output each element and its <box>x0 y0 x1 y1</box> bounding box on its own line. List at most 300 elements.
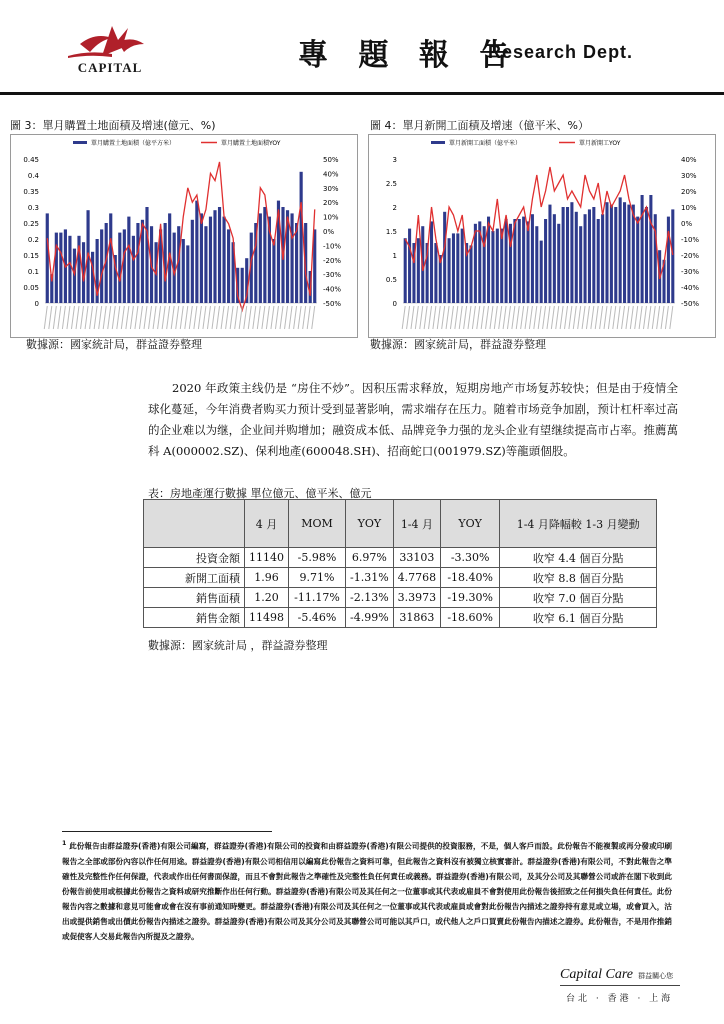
bar <box>263 207 266 303</box>
bar <box>553 214 556 303</box>
y-right-tick-label: 10% <box>681 204 697 212</box>
bar <box>645 207 648 303</box>
bar <box>632 205 635 303</box>
body-paragraph <box>148 378 678 462</box>
table-cell: 31863 <box>393 608 441 628</box>
bar <box>654 214 657 303</box>
y-left-tick-label: 0 <box>392 300 397 308</box>
table-cell: 收窄 6.1 個百分點 <box>500 608 657 628</box>
bar <box>452 233 455 303</box>
chart-3-svg <box>11 135 357 337</box>
bar <box>605 202 608 303</box>
bar <box>404 238 407 303</box>
chart-legend <box>431 139 621 147</box>
x-tick-mark <box>212 306 215 329</box>
x-tick-mark <box>294 306 297 329</box>
x-tick-mark <box>81 306 84 329</box>
bar <box>295 223 298 303</box>
figure-3-source: 數據源：國家統計局，群益證券整理 <box>26 338 202 351</box>
table-cell: 1.96 <box>245 568 289 588</box>
bar <box>182 239 185 303</box>
x-tick-mark <box>99 306 102 329</box>
x-tick-mark <box>529 306 532 329</box>
x-tick-mark <box>490 306 493 329</box>
x-tick-mark <box>221 306 224 329</box>
x-tick-mark <box>512 306 515 329</box>
table-row <box>144 608 657 628</box>
x-tick-mark <box>230 306 233 329</box>
table-cell: 3.3973 <box>393 588 441 608</box>
bar <box>636 217 639 303</box>
x-tick-mark <box>44 306 47 329</box>
table-cell: 投資金額 <box>144 548 245 568</box>
x-tick-mark <box>573 306 576 329</box>
y-left-tick-label: 0.15 <box>23 252 39 260</box>
bar <box>241 268 244 303</box>
x-tick-mark <box>126 306 129 329</box>
table-header-cell: YOY <box>441 500 500 548</box>
y-right-tick-label: 40% <box>681 156 697 164</box>
x-tick-mark <box>257 306 260 329</box>
table-cell: 收窄 4.4 個百分點 <box>500 548 657 568</box>
x-tick-mark <box>167 306 170 329</box>
x-tick-mark <box>424 306 427 329</box>
table-header-cell: MOM <box>289 500 346 548</box>
table-header-cell: 1-4 月 <box>393 500 441 548</box>
x-tick-mark <box>604 306 607 329</box>
table-cell: -19.30% <box>441 588 500 608</box>
logo-mark-icon <box>60 18 160 60</box>
y-right-tick-label: -10% <box>681 236 700 244</box>
bar <box>641 195 644 303</box>
table-header-cell <box>144 500 245 548</box>
x-tick-mark <box>303 306 306 329</box>
table-header-cell: 1-4 月降幅較 1-3 月變動 <box>500 500 657 548</box>
bar <box>469 245 472 303</box>
x-tick-mark <box>153 306 156 329</box>
table-cell: 收窄 7.0 個百分點 <box>500 588 657 608</box>
x-tick-mark <box>235 306 238 329</box>
x-tick-mark <box>94 306 97 329</box>
figure-4-chart <box>368 134 716 338</box>
bar <box>46 213 49 303</box>
x-tick-mark <box>494 306 497 329</box>
x-tick-mark <box>117 306 120 329</box>
table-cell: -11.17% <box>289 588 346 608</box>
x-tick-mark <box>103 306 106 329</box>
bar <box>408 229 411 303</box>
bar <box>136 223 139 303</box>
x-tick-mark <box>459 306 462 329</box>
table-cell: -3.30% <box>441 548 500 568</box>
bar <box>544 219 547 303</box>
y-left-tick-label: 0.3 <box>27 204 39 212</box>
x-tick-mark <box>189 306 192 329</box>
figure-3-chart <box>10 134 358 338</box>
x-tick-mark <box>280 306 283 329</box>
bar <box>522 217 525 303</box>
bar <box>209 217 212 303</box>
table-cell: 銷售金額 <box>144 608 245 628</box>
figure-3-caption: 圖 3：單月購置土地面積及增速(億元、%) <box>10 119 216 132</box>
x-tick-mark <box>665 306 668 329</box>
x-tick-mark <box>560 306 563 329</box>
x-tick-mark <box>121 306 124 329</box>
x-tick-mark <box>298 306 301 329</box>
table-cell: -1.31% <box>346 568 394 588</box>
y-right-tick-label: -20% <box>681 252 700 260</box>
x-tick-mark <box>626 306 629 329</box>
x-tick-mark <box>586 306 589 329</box>
x-tick-mark <box>670 306 673 329</box>
bar <box>619 197 622 303</box>
x-tick-mark <box>450 306 453 329</box>
bar <box>218 207 221 303</box>
y-right-tick-label: 30% <box>323 184 339 193</box>
x-tick-mark <box>446 306 449 329</box>
bar <box>491 231 494 303</box>
bar <box>575 212 578 303</box>
y-left-tick-label: 0.45 <box>23 156 39 164</box>
bar <box>430 221 433 303</box>
x-tick-mark <box>429 306 432 329</box>
x-tick-mark <box>402 306 405 329</box>
y-left-tick-label: 0.35 <box>23 188 39 196</box>
y-left-tick-label: 0 <box>34 300 39 308</box>
x-tick-mark <box>203 306 206 329</box>
department-label: Research Dept. <box>488 42 634 62</box>
x-tick-mark <box>67 306 70 329</box>
x-tick-mark <box>226 306 229 329</box>
x-tick-mark <box>521 306 524 329</box>
header-rule <box>0 92 724 95</box>
x-tick-mark <box>180 306 183 329</box>
bar <box>535 226 538 303</box>
x-tick-mark <box>248 306 251 329</box>
x-tick-mark <box>198 306 201 329</box>
x-tick-mark <box>262 306 265 329</box>
y-right-tick-label: 40% <box>323 170 339 179</box>
x-tick-mark <box>591 306 594 329</box>
y-left-tick-label: 0.5 <box>385 276 397 284</box>
disclaimer-body: 此份報告由群益證券(香港)有限公司編寫，群益證券(香港)有限公司的投資和由群益證券(香港)有限公司提供的投資服務，不是，個人客戶而設。此份報告不能複製或再分發或印刷報告之全部或部份內容以作任何用途。群益證券(香港)有限公司相信用以編寫此份報告之資料可靠，但此報告之資料沒有被獨立核實審計。群益證券(香港)有限公司，不對此報告之準確性及完整性作任何保證，代表或作出任何書面保證，而且不會對此報告之準確性及完整性負任何責任或義務。群益證券(香港)有限公司，及其分公司及其聯營公司或許在閣下收到此份報告前使用或根據此份報告之資料或研究推斷作出任何行動。群益證券(香港)有限公司及其任何之一位董事或其代表或雇員不會對使用此份報告後招致之任何損失負任何責任。此份報告內容之數據和意見可能會或會在沒有事前通知時變更。群益證券(香港)有限公司及其任何之一位董事或其代表或雇員或會對此份報告內描述之證券持有意見或立場，或會買入，沽出或提供銷售或出價此份報告內描述之證券。群益證券(香港)有限公司及其分公司及其聯營公司可能以其戶口，或代他人之戶口買賣此份報告內描述之證券。此份報告，不是用作推銷或促使客人交易此報告內所提及之證券。 <box>62 841 672 941</box>
x-tick-mark <box>516 306 519 329</box>
bar <box>456 233 459 303</box>
bar <box>186 245 189 303</box>
bar <box>601 214 604 303</box>
y-left-tick-label: 0.1 <box>27 268 39 276</box>
x-tick-mark <box>442 306 445 329</box>
x-tick-mark <box>600 306 603 329</box>
chart-legend <box>73 139 281 147</box>
y-left-tick-label: 0.25 <box>23 220 39 228</box>
x-tick-mark <box>415 306 418 329</box>
y-left-tick-label: 0.4 <box>27 172 39 180</box>
x-tick-mark <box>534 306 537 329</box>
brand-tagline: 群益關心您 <box>638 972 674 980</box>
bar <box>667 217 670 303</box>
y-right-tick-label: 20% <box>323 199 339 208</box>
x-tick-mark <box>507 306 510 329</box>
bar <box>227 229 230 303</box>
x-tick-mark <box>608 306 611 329</box>
bar <box>566 207 569 303</box>
bar <box>195 201 198 303</box>
bar <box>614 207 617 303</box>
y-right-tick-label: -10% <box>323 242 342 251</box>
x-tick-mark <box>53 306 56 329</box>
x-tick-mark <box>144 306 147 329</box>
bar <box>562 207 565 303</box>
y-left-tick-label: 1.5 <box>385 228 397 236</box>
bar <box>204 226 207 303</box>
legend-bar-label: 單月購置土地面積（億平方米） <box>91 140 176 147</box>
report-type-title: 專 題 報 告 <box>298 38 520 73</box>
x-tick-mark <box>139 306 142 329</box>
y-right-tick-label: 20% <box>681 188 697 196</box>
x-tick-mark <box>162 306 165 329</box>
bar <box>531 214 534 303</box>
x-tick-mark <box>135 306 138 329</box>
x-tick-mark <box>433 306 436 329</box>
bar <box>100 229 103 303</box>
y-right-tick-label: -50% <box>323 300 342 308</box>
table-source: 數據源：國家統計局 ，群益證券整理 <box>148 639 328 652</box>
x-tick-mark <box>657 306 660 329</box>
bar <box>627 205 630 303</box>
y-left-tick-label: 3 <box>392 156 397 164</box>
y-right-tick-label: 10% <box>323 213 339 222</box>
bar <box>649 195 652 303</box>
x-tick-mark <box>271 306 274 329</box>
x-tick-mark <box>437 306 440 329</box>
bar <box>540 241 543 303</box>
bar <box>68 236 71 303</box>
x-tick-mark <box>556 306 559 329</box>
x-tick-mark <box>71 306 74 329</box>
bar <box>570 202 573 303</box>
table-cell: 銷售面積 <box>144 588 245 608</box>
x-tick-mark <box>538 306 541 329</box>
y-right-tick-label: 50% <box>323 156 339 164</box>
table-cell: 9.71% <box>289 568 346 588</box>
table-header-cell: YOY <box>346 500 394 548</box>
x-tick-mark <box>565 306 568 329</box>
x-tick-mark <box>217 306 220 329</box>
bar <box>290 213 293 303</box>
x-tick-mark <box>411 306 414 329</box>
x-tick-mark <box>499 306 502 329</box>
bar <box>300 172 303 303</box>
footnote-rule <box>62 831 272 832</box>
legend-bar-swatch <box>73 141 87 144</box>
x-tick-mark <box>639 306 642 329</box>
x-tick-mark <box>275 306 278 329</box>
bar <box>671 209 674 303</box>
x-tick-mark <box>149 306 152 329</box>
bar <box>222 217 225 303</box>
legend-line-label: 單月新開工YOY <box>579 140 621 147</box>
bar <box>259 213 262 303</box>
x-tick-mark <box>108 306 111 329</box>
x-tick-mark <box>58 306 61 329</box>
bar <box>597 219 600 303</box>
bar <box>557 224 560 303</box>
x-tick-mark <box>481 306 484 329</box>
x-tick-mark <box>543 306 546 329</box>
x-tick-mark <box>613 306 616 329</box>
disclaimer-text <box>62 836 672 944</box>
x-tick-mark <box>455 306 458 329</box>
table-cell: -2.13% <box>346 588 394 608</box>
x-tick-mark <box>253 306 256 329</box>
x-tick-mark <box>244 306 247 329</box>
table-header-cell: 4 月 <box>245 500 289 548</box>
table-cell: 收窄 8.8 個百分點 <box>500 568 657 588</box>
x-tick-mark <box>503 306 506 329</box>
x-tick-mark <box>76 306 79 329</box>
x-tick-mark <box>420 306 423 329</box>
bar <box>610 205 613 303</box>
y-right-tick-label: -30% <box>323 271 342 280</box>
figure-4-source: 數據源：國家統計局，群益證券整理 <box>370 338 546 351</box>
table-cell: 6.97% <box>346 548 394 568</box>
x-tick-mark <box>49 306 52 329</box>
x-tick-mark <box>582 306 585 329</box>
x-tick-mark <box>194 306 197 329</box>
table-row <box>144 568 657 588</box>
bar <box>527 221 530 303</box>
table-cell: 11498 <box>245 608 289 628</box>
x-tick-mark <box>477 306 480 329</box>
bar <box>623 202 626 303</box>
bar <box>461 229 464 303</box>
x-tick-mark <box>622 306 625 329</box>
x-tick-mark <box>464 306 467 329</box>
table-cell: 新開工面積 <box>144 568 245 588</box>
logo-text: CAPITAL <box>77 60 143 75</box>
figure-4-caption: 圖 4：單月新開工面積及增速（億平米、%） <box>370 119 589 132</box>
bar <box>213 210 216 303</box>
bar <box>109 213 112 303</box>
x-tick-mark <box>486 306 489 329</box>
bar <box>500 229 503 303</box>
bar <box>59 233 62 303</box>
x-tick-mark <box>643 306 646 329</box>
x-tick-mark <box>468 306 471 329</box>
y-right-tick-label: -40% <box>681 284 700 292</box>
x-tick-mark <box>595 306 598 329</box>
table-header-row <box>144 500 657 548</box>
table-cell: -18.40% <box>441 568 500 588</box>
y-right-tick-label: -40% <box>323 285 342 294</box>
bar <box>272 239 275 303</box>
x-tick-mark <box>635 306 638 329</box>
data-table <box>143 499 657 628</box>
y-left-tick-label: 0.2 <box>27 236 39 244</box>
y-left-tick-label: 2 <box>392 204 397 212</box>
x-tick-mark <box>90 306 93 329</box>
bar <box>588 209 591 303</box>
y-right-tick-label: -20% <box>323 256 342 265</box>
brand-rule <box>560 985 680 986</box>
y-left-tick-label: 0.05 <box>23 284 39 292</box>
brand-name: Capital Care <box>560 967 633 982</box>
bar <box>592 207 595 303</box>
x-tick-mark <box>130 306 133 329</box>
brand-footer <box>560 963 690 1004</box>
bar <box>127 217 130 303</box>
x-tick-mark <box>62 306 65 329</box>
table-cell: -18.60% <box>441 608 500 628</box>
x-tick-mark <box>661 306 664 329</box>
chart-4-svg <box>369 135 715 337</box>
x-tick-mark <box>617 306 620 329</box>
bar <box>123 229 126 303</box>
y-right-tick-label: 30% <box>681 172 697 180</box>
y-right-tick-label: 0% <box>323 228 335 236</box>
x-tick-mark <box>185 306 188 329</box>
x-tick-mark <box>472 306 475 329</box>
table-cell: 4.7768 <box>393 568 441 588</box>
brand-cities: 台北 · 香港 · 上海 <box>566 994 674 1004</box>
bar <box>548 205 551 303</box>
bar <box>448 238 451 303</box>
bar <box>505 219 508 303</box>
table-cell: -5.98% <box>289 548 346 568</box>
bar <box>145 207 148 303</box>
x-tick-mark <box>630 306 633 329</box>
x-tick-mark <box>289 306 292 329</box>
y-left-tick-label: 1 <box>392 252 397 260</box>
x-tick-mark <box>285 306 288 329</box>
bar <box>579 226 582 303</box>
capital-logo <box>60 18 160 78</box>
y-right-tick-label: -50% <box>681 300 700 308</box>
bar <box>518 219 521 303</box>
bar <box>443 212 446 303</box>
table-cell: -5.46% <box>289 608 346 628</box>
table-cell: 33103 <box>393 548 441 568</box>
x-tick-mark <box>569 306 572 329</box>
x-tick-mark <box>648 306 651 329</box>
x-tick-mark <box>158 306 161 329</box>
x-tick-mark <box>525 306 528 329</box>
x-tick-mark <box>547 306 550 329</box>
x-tick-mark <box>551 306 554 329</box>
y-right-tick-label: -30% <box>681 268 700 276</box>
x-tick-mark <box>207 306 210 329</box>
legend-line-label: 單月購置土地面積YOY <box>221 140 281 147</box>
x-tick-mark <box>312 306 315 329</box>
bar <box>191 220 194 303</box>
footnote-mark: 1 <box>62 840 67 847</box>
y-left-tick-label: 2.5 <box>385 180 397 188</box>
x-tick-mark <box>112 306 115 329</box>
x-tick-mark <box>171 306 174 329</box>
bar <box>55 233 58 303</box>
x-tick-mark <box>407 306 410 329</box>
x-tick-mark <box>266 306 269 329</box>
table-row <box>144 588 657 608</box>
bar <box>496 229 499 303</box>
bar <box>417 238 420 303</box>
legend-bar-swatch <box>431 141 445 144</box>
bar <box>200 213 203 303</box>
x-tick-mark <box>307 306 310 329</box>
table-cell: 11140 <box>245 548 289 568</box>
x-tick-mark <box>176 306 179 329</box>
